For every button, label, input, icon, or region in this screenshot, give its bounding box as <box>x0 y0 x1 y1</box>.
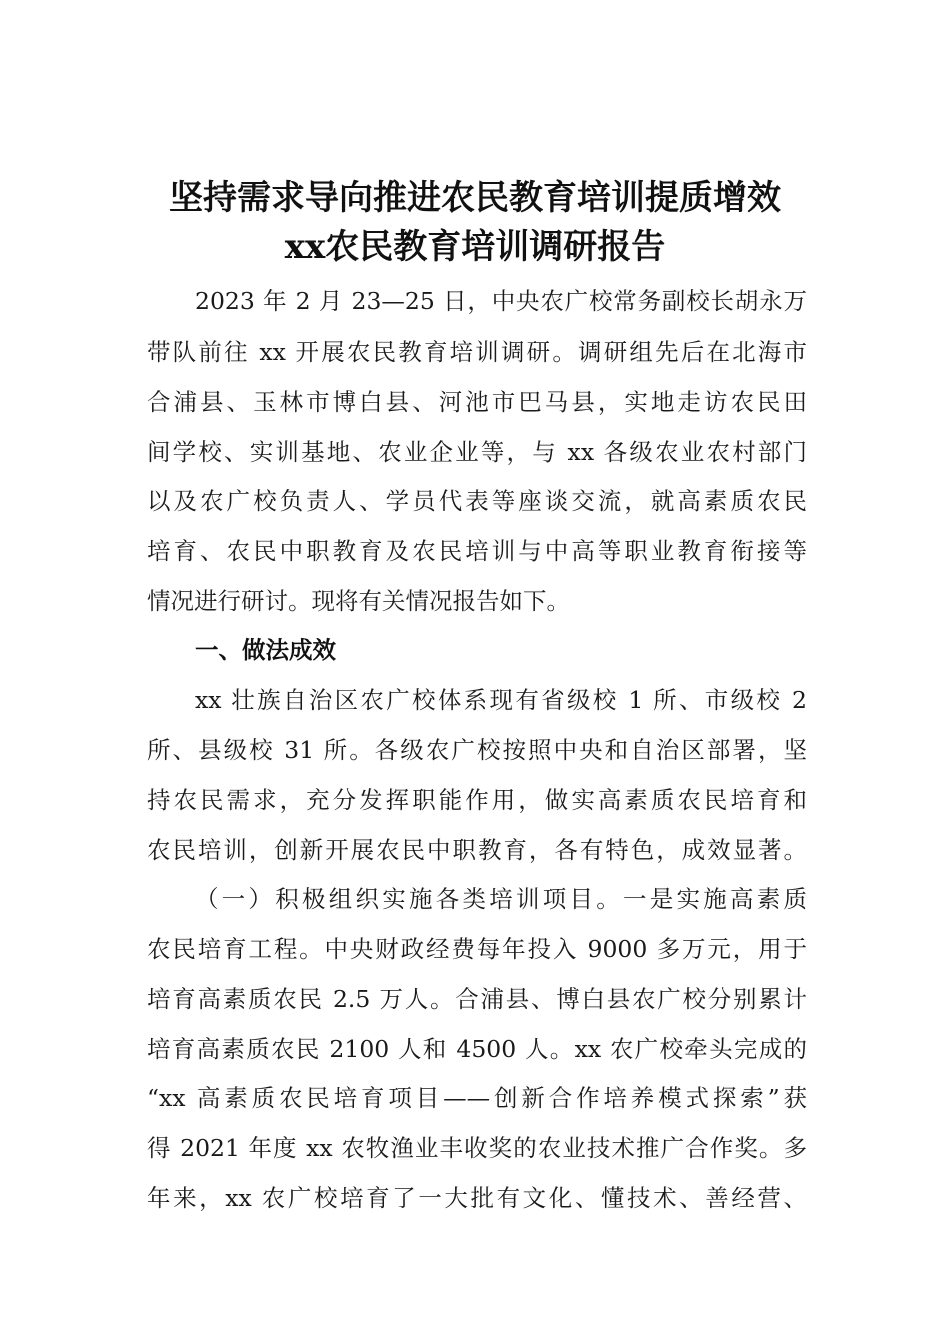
body-text-line: 培育高素质农民 2.5 万人。合浦县、博白县农广校分别累计 <box>147 985 807 1013</box>
body-text-line: xx 壮族自治区农广校体系现有省级校 1 所、市级校 2 <box>195 686 807 714</box>
body-text-line: 年来，xx 农广校培育了一大批有文化、懂技术、善经营、 <box>147 1184 807 1212</box>
section-heading: 一、做法成效 <box>195 636 336 664</box>
body-text-line: 培育高素质农民 2100 人和 4500 人。xx 农广校牵头完成的 <box>147 1035 807 1063</box>
body-text-line: 农民培育工程。中央财政经费每年投入 9000 多万元，用于 <box>147 935 807 963</box>
body-text-line: 持农民需求，充分发挥职能作用，做实高素质农民培育和 <box>147 786 807 814</box>
body-text-line: “xx 高素质农民培育项目——创新合作培养模式探索”获 <box>147 1084 807 1112</box>
body-text-line: 2023 年 2 月 23—25 日，中央农广校常务副校长胡永万 <box>195 287 807 315</box>
document-title-line-1: 坚持需求导向推进农民教育培训提质增效 <box>169 178 781 218</box>
document-title-line-2: xx农民教育培训调研报告 <box>284 227 666 267</box>
body-text-line: （一）积极组织实施各类培训项目。一是实施高素质 <box>195 885 807 913</box>
body-text-line: 间学校、实训基地、农业企业等，与 xx 各级农业农村部门 <box>147 438 807 466</box>
body-text-line: 农民培训，创新开展农民中职教育，各有特色，成效显著。 <box>147 836 807 864</box>
body-text-line: 带队前往 xx 开展农民教育培训调研。调研组先后在北海市 <box>147 338 807 366</box>
body-text-line: 以及农广校负责人、学员代表等座谈交流，就高素质农民 <box>147 487 807 515</box>
body-text-line: 所、县级校 31 所。各级农广校按照中央和自治区部署，坚 <box>147 736 807 764</box>
body-text-line: 培育、农民中职教育及农民培训与中高等职业教育衔接等 <box>147 537 807 565</box>
body-text-line: 得 2021 年度 xx 农牧渔业丰收奖的农业技术推广合作奖。多 <box>147 1134 807 1162</box>
body-text-line: 合浦县、玉林市博白县、河池市巴马县，实地走访农民田 <box>147 388 807 416</box>
body-text-line: 情况进行研讨。现将有关情况报告如下。 <box>147 587 570 615</box>
